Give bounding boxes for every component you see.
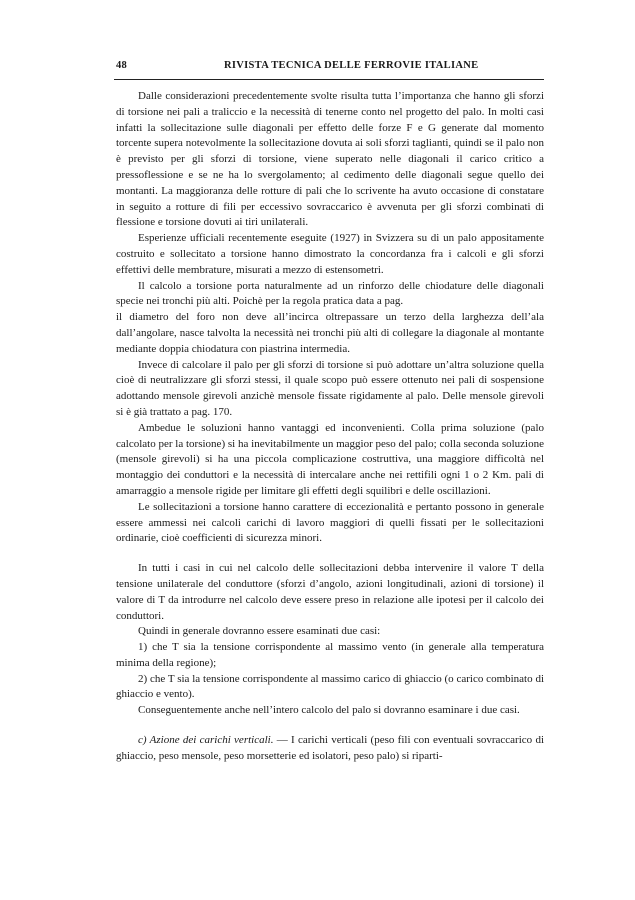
paragraph: Le sollecitazioni a torsione hanno carattere di eccezionalità e pertanto possono in generale essere ammessi nei calcoli carichi di lavoro maggiori di quelli fissati per le sollecitazioni ordinarie, cioè coefficienti di sicurezza minori. — [116, 500, 544, 545]
section-gap — [116, 719, 544, 733]
paragraph: il diametro del foro non deve all’incirca oltrepassare un terzo della larghezza dell’ala dall’angolare, nasce talvolta la necessità nei tronchi più alti di collegare la diagonale al montante mediante doppia chiodatura con piastrina intermedia. — [116, 311, 544, 355]
case-item: 1) che T sia la tensione corrispondente al massimo vento (in generale alla temperatura minima della regione); — [116, 641, 544, 669]
paragraph: Dalle considerazioni precedentemente svolte risulta tutta l’importanza che hanno gli sforzi di torsione nei pali a traliccio e la necessità di tenerne conto nel progetto del palo. In molti casi infatti la sollecitazione sulle diagonali per effetto delle forze F e G generate dal momento torcente supera notevolmente la sollecitazione dovuta ai soli sforzi taglianti, quindi se il palo non è previsto per gli sforzi di torsione, viene superato nelle diagonali il carico critico a pressoflessione e se ne ha lo svergolamento; al cedimento delle diagonali segue quello dei montanti. La maggioranza delle rotture di pali che lo scrivente ha avuto occasione di constatare in seguito a rotture di fili per eccessivo sovraccarico è avvenuta per gli sforzi combinati di flessione e torsione dovuti ai tiri unilaterali. — [116, 90, 544, 229]
paragraph: In tutti i casi in cui nel calcolo delle sollecitazioni debba intervenire il valore T della tensione unilaterale del conduttore (sforzi d’angolo, azioni longitudinali, azioni di torsione) il valore di T da introdurre nel calcolo deve essere preso in relazione alle ipotesi per il calcolo dei conduttori. — [116, 562, 544, 622]
paragraph: Ambedue le soluzioni hanno vantaggi ed inconvenienti. Colla prima soluzione (palo calcolato per la torsione) si ha inevitabilmente un maggior peso del palo; colla seconda soluzione (mensole girevoli) si ha una piccola complicazione costruttiva, una maggiore difficoltà nel montaggio dei conduttori e la necessità di intercalare anche nei rettifili ogni 1 o 2 Km. pali di amarraggio a mensole rigide per limitare gli effetti degli squilibri e delle oscillazioni. — [116, 421, 544, 497]
running-header — [116, 60, 542, 76]
page-number: 48 — [116, 60, 128, 71]
article-body — [116, 89, 544, 765]
paragraph: Il calcolo a torsione porta naturalmente ad un rinforzo delle chiodature delle diagonali specie nei tronchi più alti. Poichè per la regola pratica data a pag. — [116, 279, 544, 308]
section-gap — [116, 547, 544, 561]
section-label: c) Azione dei carichi verticali. — [138, 734, 274, 747]
paragraph: Esperienze ufficiali recentemente eseguite (1927) in Svizzera su di un palo appositamente costruito e sollecitato a torsione hanno dimostrato la concordanza fra i calcoli e gli sforzi effettivi delle membrature, misurati a mezzo di estensometri. — [116, 232, 544, 276]
paragraph: Invece di calcolare il palo per gli sforzi di torsione si può adottare un’altra soluzione quella cioè di neutralizzare gli sforzi stessi, il quale scopo può essere ottenuto nei pali di sospensione adottando mensole girevoli anzichè mensole fissate rigidamente al palo. Delle mensole girevoli si è già trattato a pag. 170. — [116, 358, 544, 418]
header-rule — [114, 79, 544, 80]
case-item: 2) che T sia la tensione corrispondente al massimo carico di ghiaccio (o carico combinato di ghiaccio e vento). — [116, 672, 544, 701]
paragraph: Quindi in generale dovranno essere esaminati due casi: — [138, 625, 381, 638]
running-title: RIVISTA TECNICA DELLE FERROVIE ITALIANE — [224, 60, 479, 71]
section-paragraph — [116, 733, 544, 765]
section-text: — I carichi verticali (peso fili con eventuali sovraccarico di ghiaccio, peso mensole, peso morsetterie ed isolatori, peso palo) si riparti- — [116, 734, 544, 762]
paragraph: Conseguentemente anche nell’intero calcolo del palo si dovranno esaminare i due casi. — [138, 704, 520, 717]
